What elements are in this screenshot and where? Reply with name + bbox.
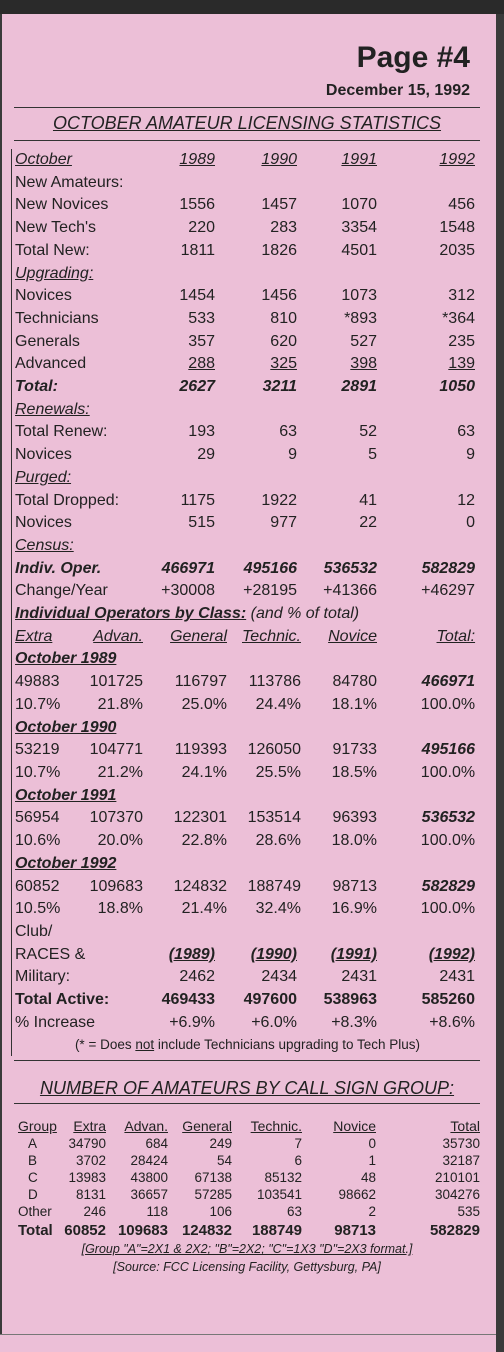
calls-cell: 28424 [130, 1153, 168, 1169]
table-row: Advanced 288 325 398 139 [15, 355, 475, 373]
table-row: Total Dropped: 1175 1922 41 12 [15, 491, 475, 509]
class-cell: 53219 [15, 741, 60, 759]
stats-title: OCTOBER AMATEUR LICENSING STATISTICS [52, 113, 442, 133]
calls-cell: 535 [457, 1204, 480, 1220]
class-cell: 582829 [421, 877, 476, 895]
class-pcts-row [15, 898, 475, 921]
stats-panel [11, 149, 480, 1056]
right-border [496, 14, 504, 1352]
class-cell: 10.5% [15, 900, 61, 918]
calls-cell: B [28, 1153, 38, 1169]
calls-cell: 34790 [68, 1136, 106, 1152]
calls-cell: 98662 [338, 1187, 376, 1203]
calls-cell: 1 [368, 1153, 376, 1169]
class-pcts-row [15, 762, 475, 785]
calls-cell: 48 [360, 1170, 376, 1186]
class-cell: 100.0% [420, 832, 476, 850]
calls-cell: 7 [294, 1136, 302, 1152]
class-title-row [15, 603, 475, 626]
club-row-3: Military: 2462 2434 2431 2431 [15, 968, 475, 986]
class-cell: 107370 [89, 809, 143, 827]
calls-cell: 6 [294, 1153, 302, 1169]
calls-row [14, 1203, 480, 1220]
class-counts-row [15, 739, 475, 762]
calls-cell: 103541 [256, 1187, 302, 1203]
calls-cell: 85132 [264, 1170, 302, 1186]
bottom-rule [0, 1334, 496, 1335]
tech-plus-note: (* = Does not include Technicians upgrading to Tech Plus) [74, 1037, 421, 1053]
calls-cell: 36657 [130, 1187, 168, 1203]
calls-cell: 54 [216, 1153, 232, 1169]
calls-row [14, 1169, 480, 1186]
class-year-label: October 1991 [15, 786, 117, 804]
class-cell: 24.1% [181, 763, 227, 781]
calls-cell: 63 [286, 1204, 302, 1220]
calls-cell: 43800 [130, 1170, 168, 1186]
total-active-row: Total Active: 469433 497600 538963 585260 [15, 991, 475, 1009]
call-sign-table [14, 1118, 480, 1240]
class-cell: 18.8% [97, 900, 143, 918]
class-cell: 495166 [421, 741, 476, 759]
calls-title: NUMBER OF AMATEURS BY CALL SIGN GROUP: [39, 1078, 455, 1099]
calls-cell: 67138 [194, 1170, 232, 1186]
new-amateurs-heading: New Amateurs: [15, 173, 124, 191]
class-cell: 25.5% [255, 763, 301, 781]
class-cell: 24.4% [255, 695, 301, 713]
title-rule [14, 140, 480, 141]
class-cell: 122301 [173, 809, 227, 827]
class-cell: 18.0% [331, 832, 377, 850]
table-row: Generals 357 620 527 235 [15, 332, 475, 350]
calls-cell: 246 [83, 1204, 106, 1220]
class-cell: 25.0% [181, 695, 227, 713]
class-counts-row [15, 876, 475, 899]
class-counts-row [15, 807, 475, 830]
calls-cell: 32187 [442, 1153, 480, 1169]
calls-row [14, 1186, 480, 1203]
class-cell: 10.7% [15, 763, 61, 781]
section-rule [14, 1060, 480, 1061]
class-pcts-row [15, 694, 475, 717]
class-cell: 21.4% [181, 900, 227, 918]
calls-row [14, 1152, 480, 1169]
calls-cell: 210101 [434, 1170, 480, 1186]
class-year-heading [15, 785, 475, 808]
calls-cell: 249 [209, 1136, 232, 1152]
calls-cell: 8131 [75, 1187, 106, 1203]
change-year-row: Change/Year +30008 +28195 +41366 +46297 [15, 582, 475, 600]
club-row-1: Club/ [15, 922, 53, 940]
increase-row: % Increase +6.9% +6.0% +8.3% +8.6% [15, 1013, 475, 1031]
class-cell: 28.6% [255, 832, 301, 850]
class-cell: 96393 [332, 809, 377, 827]
table-row: Total Renew: 193 63 52 63 [15, 423, 475, 441]
top-border [0, 0, 504, 14]
class-year-label: October 1992 [15, 854, 117, 872]
class-cell: 153514 [247, 809, 301, 827]
licensing-stats-table [15, 149, 475, 603]
class-cell: 18.1% [331, 695, 377, 713]
upgrading-total-row: Total: 2627 3211 2891 1050 [15, 378, 475, 396]
calls-cell: 57285 [194, 1187, 232, 1203]
calls-cell: Other [18, 1204, 52, 1220]
class-cell: 116797 [174, 673, 227, 691]
calls-cell: 118 [146, 1204, 168, 1220]
class-cell: 56954 [15, 809, 60, 827]
class-cell: 22.8% [181, 832, 227, 850]
table-row: Total New: 1811 1826 4501 2035 [15, 241, 475, 259]
table-row: New Tech's 220 283 3354 1548 [15, 219, 475, 237]
class-cell: 10.7% [15, 695, 61, 713]
calls-cell: 0 [368, 1136, 376, 1152]
class-cell: 18.5% [331, 763, 377, 781]
calls-cell: 684 [145, 1136, 168, 1152]
class-year-label: October 1990 [15, 718, 117, 736]
class-year-heading [15, 648, 475, 671]
table-row: Novices 1454 1456 1073 312 [15, 287, 475, 305]
class-cell: 100.0% [420, 900, 476, 918]
class-cell: 188749 [247, 877, 301, 895]
class-cell: 119393 [174, 741, 227, 759]
class-cell: 91733 [332, 741, 377, 759]
class-counts-row [15, 671, 475, 694]
class-cell: 124832 [173, 877, 227, 895]
class-cell: 32.4% [255, 900, 301, 918]
class-year-heading [15, 853, 475, 876]
class-cell: 100.0% [420, 763, 476, 781]
class-cell: 21.8% [97, 695, 143, 713]
class-cell: 16.9% [331, 900, 377, 918]
calls-row [14, 1135, 480, 1152]
class-cell: 101725 [89, 673, 143, 691]
format-note: [Group "A"=2X1 & 2X2; "B"=2X2; "C"=1X3 "D"=2X3 format.] [81, 1242, 413, 1257]
left-border [0, 14, 2, 1334]
table-row: Novices 29 9 5 9 [15, 446, 475, 464]
table-row: New Novices 1556 1457 1070 456 [15, 196, 475, 214]
class-cell: 109683 [89, 877, 143, 895]
class-pcts-row [15, 830, 475, 853]
class-cell: 84780 [332, 673, 377, 691]
class-cell: 98713 [332, 877, 377, 895]
class-years [15, 648, 475, 920]
class-cell: 49883 [15, 673, 60, 691]
class-cell: 536532 [421, 809, 476, 827]
header-rule [14, 107, 480, 108]
class-cell: 20.0% [97, 832, 143, 850]
page-column [14, 40, 480, 1276]
class-cell: 100.0% [420, 695, 476, 713]
table-row: Technicians 533 810 *893 *364 [15, 309, 475, 327]
class-cell: 104771 [89, 741, 143, 759]
class-breakdown-table [15, 603, 475, 921]
calls-header-row: Group Extra Advan. General Technic. Novice Total [18, 1118, 480, 1135]
upgrading-heading: Upgrading: [15, 264, 94, 282]
renewals-heading: Renewals: [15, 400, 90, 418]
class-title: Individual Operators by Class: [15, 605, 247, 623]
calls-rows [14, 1135, 480, 1220]
table-row: Novices 515 977 22 0 [15, 514, 475, 532]
calls-cell: 3702 [75, 1153, 106, 1169]
calls-cell: D [28, 1187, 38, 1203]
stats-header-row: October 1989 1990 1991 1992 [15, 151, 475, 168]
class-title-note: (and % of total) [246, 605, 360, 623]
calls-total-row: Total 60852 109683 124832 188749 98713 582829 [18, 1221, 480, 1239]
calls-cell: 106 [209, 1204, 232, 1220]
class-cell: 60852 [15, 877, 60, 895]
class-cell: 10.6% [15, 832, 61, 850]
source-note: [Source: FCC Licensing Facility, Gettysburg, PA] [113, 1260, 381, 1275]
class-year-heading [15, 717, 475, 740]
purged-heading: Purged: [15, 468, 72, 486]
calls-cell: 13983 [68, 1170, 106, 1186]
census-heading: Census: [15, 536, 74, 554]
class-year-label: October 1989 [15, 650, 117, 668]
calls-cell: C [28, 1170, 38, 1186]
issue-date: December 15, 1992 [325, 82, 470, 99]
club-row-2: RACES & (1989) (1990) (1991) (1992) [15, 945, 475, 963]
class-cell: 126050 [247, 741, 301, 759]
calls-cell: 304276 [434, 1187, 480, 1203]
calls-cell: A [28, 1136, 38, 1152]
class-cell: 113786 [248, 673, 301, 691]
page-number: Page #4 [356, 41, 470, 74]
club-table [15, 921, 475, 1035]
class-cell: 466971 [421, 673, 476, 691]
indiv-oper-row: Indiv. Oper. 466971 495166 536532 582829 [15, 559, 475, 577]
calls-cell: 2 [368, 1204, 376, 1220]
calls-title-rule [14, 1103, 480, 1104]
calls-cell: 35730 [442, 1136, 480, 1152]
class-header-row: Extra Advan. General Technic. Novice Total: [15, 627, 476, 645]
class-cell: 21.2% [97, 763, 143, 781]
